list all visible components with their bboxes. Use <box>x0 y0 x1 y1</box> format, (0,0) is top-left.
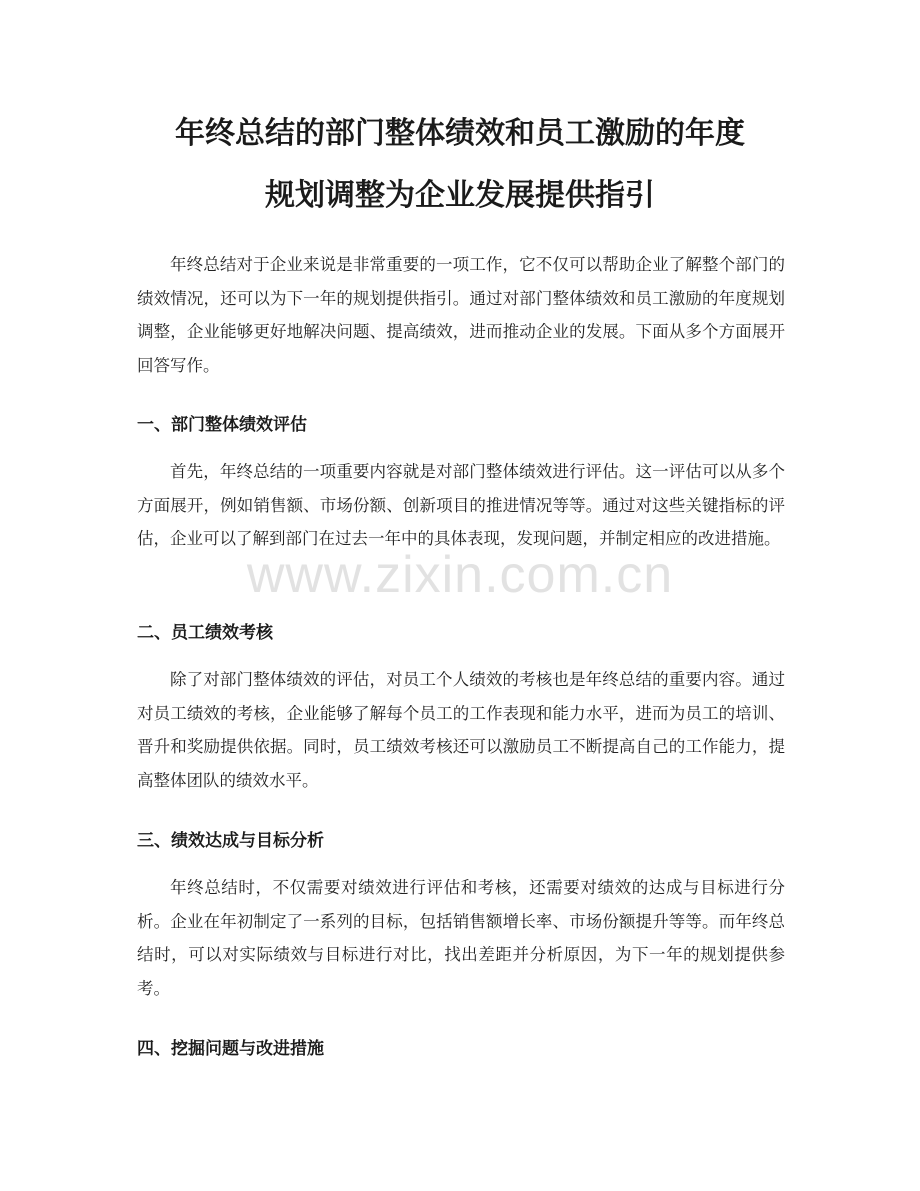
section-body-2: 除了对部门整体绩效的评估，对员工个人绩效的考核也是年终总结的重要内容。通过对员工绩效的考核，企业能够了解每个员工的工作表现和能力水平，进而为员工的培训、晋升和奖励提供依据。同时，员工绩效考核还可以激励员工不断提高自己的工作能力，提高整体团队的绩效水平。 <box>137 670 785 790</box>
intro-paragraph: 年终总结对于企业来说是非常重要的一项工作，它不仅可以帮助企业了解整个部门的绩效情况，还可以为下一年的规划提供指引。通过对部门整体绩效和员工激励的年度规划调整，企业能够更好地解决问题、提高绩效，进而推动企业的发展。下面从多个方面展开回答写作。 <box>137 255 785 375</box>
section-body-3: 年终总结时，不仅需要对绩效进行评估和考核，还需要对绩效的达成与目标进行分析。企业在年初制定了一系列的目标，包括销售额增长率、市场份额提升等等。而年终总结时，可以对实际绩效与目标进行对比，找出差距并分析原因，为下一年的规划提供参考。 <box>137 878 785 998</box>
watermark: www.zixin.com.cn <box>246 546 674 604</box>
document-title-line-1: 年终总结的部门整体绩效和员工激励的年度 <box>175 116 745 151</box>
section-body-1: 首先，年终总结的一项重要内容就是对部门整体绩效进行评估。这一评估可以从多个方面展开，例如销售额、市场份额、创新项目的推进情况等等。通过对这些关键指标的评估，企业可以了解到部门在过去一年中的具体表现，发现问题，并制定相应的改进措施。 <box>137 462 785 548</box>
section-heading-4: 四、挖掘问题与改进措施 <box>137 1039 324 1059</box>
section-heading-1: 一、部门整体绩效评估 <box>137 415 307 435</box>
section-heading-2: 二、员工绩效考核 <box>137 623 273 643</box>
document-title-line-2: 规划调整为企业发展提供指引 <box>265 178 655 213</box>
section-heading-3: 三、绩效达成与目标分析 <box>137 831 324 851</box>
